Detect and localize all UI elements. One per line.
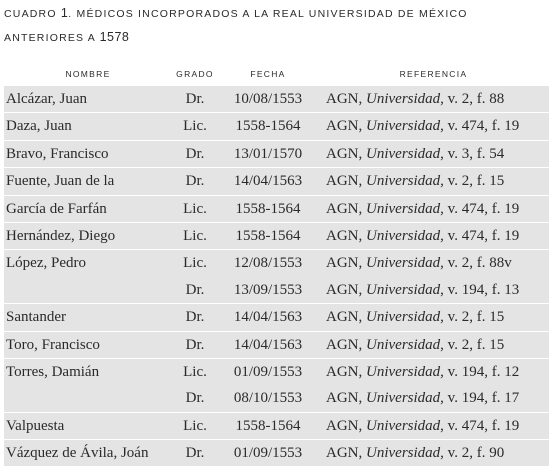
- cell-grado: Dr.: [185, 145, 205, 162]
- ref-location: , v. 474, f. 19: [440, 417, 520, 434]
- table-row: [4, 359, 549, 385]
- ref-collection: Universidad: [366, 417, 441, 434]
- cell-fecha: 01/09/1553: [233, 363, 303, 380]
- cell-fecha: 14/04/1563: [233, 309, 303, 326]
- ref-collection: Universidad: [366, 336, 441, 353]
- ref-location: , v. 3, f. 54: [440, 145, 505, 162]
- cell-fecha: 13/01/1570: [233, 145, 303, 162]
- cell-grado: Lic.: [183, 200, 207, 217]
- cell-nombre: Bravo, Francisco: [6, 145, 109, 162]
- cell-fecha: 01/09/1553: [233, 445, 303, 462]
- table-row: [4, 440, 549, 466]
- ref-collection: Universidad: [366, 445, 441, 462]
- table-row: [4, 223, 549, 249]
- cell-fecha: 1558-1564: [235, 200, 301, 217]
- ref-collection: Universidad: [366, 145, 441, 162]
- cell-nombre: Vázquez de Ávila, Joán: [6, 445, 149, 462]
- ref-source: AGN,: [326, 309, 366, 326]
- cell-fecha: 13/09/1553: [233, 281, 303, 298]
- cell-grado: Dr.: [185, 309, 205, 326]
- cell-fecha: 08/10/1553: [233, 390, 303, 407]
- ref-collection: Universidad: [366, 390, 441, 407]
- cell-grado: Lic.: [183, 118, 207, 135]
- caption-prefix: CUADRO: [4, 8, 57, 20]
- ref-location: , v. 2, f. 15: [440, 309, 505, 326]
- caption-line2-prefix: ANTERIORES A: [4, 32, 96, 44]
- cell-nombre: Valpuesta: [6, 417, 65, 434]
- ref-location: , v. 2, f. 88v: [440, 255, 512, 272]
- table-caption: [4, 2, 549, 50]
- table-row: [4, 277, 549, 303]
- cell-nombre: Alcázar, Juan: [6, 91, 88, 107]
- ref-location: , v. 474, f. 19: [440, 227, 520, 244]
- table-row: [4, 113, 549, 139]
- cell-referencia: [326, 308, 504, 326]
- table-row: [4, 86, 549, 112]
- ref-collection: Universidad: [366, 363, 441, 380]
- cell-grado: Dr.: [185, 281, 205, 298]
- ref-location: , v. 2, f. 88: [440, 91, 505, 107]
- ref-source: AGN,: [326, 145, 366, 162]
- ref-collection: Universidad: [366, 200, 441, 217]
- cell-nombre: Toro, Francisco: [6, 336, 100, 353]
- ref-source: AGN,: [326, 281, 366, 298]
- ref-location: , v. 2, f. 15: [440, 173, 505, 190]
- cell-grado: Dr.: [185, 445, 205, 462]
- header-nombre: NOMBRE: [65, 69, 111, 79]
- ref-source: AGN,: [326, 363, 366, 380]
- cell-referencia: [326, 200, 519, 218]
- ref-source: AGN,: [326, 91, 366, 107]
- ref-source: AGN,: [326, 417, 366, 434]
- ref-location: , v. 194, f. 17: [440, 390, 520, 407]
- cell-referencia: [326, 90, 504, 108]
- ref-collection: Universidad: [366, 91, 441, 107]
- cell-referencia: [326, 227, 519, 245]
- table-body: [4, 86, 549, 466]
- cell-nombre: García de Farfán: [6, 200, 107, 217]
- cell-referencia: [326, 336, 504, 354]
- ref-collection: Universidad: [366, 309, 441, 326]
- cell-referencia: [326, 172, 504, 190]
- cell-fecha: 14/04/1563: [233, 173, 303, 190]
- cell-nombre: Santander: [6, 309, 66, 326]
- ref-source: AGN,: [326, 390, 366, 407]
- cell-fecha: 10/08/1553: [233, 91, 303, 107]
- table-row: [4, 141, 549, 167]
- ref-location: , v. 2, f. 90: [440, 445, 505, 462]
- caption-line-1: CUADRO 1. MÉDICOS INCORPORADOS A LA REAL UNIVERSIDAD DE MÉXICO: [4, 6, 468, 20]
- cell-referencia: [326, 281, 519, 299]
- cell-referencia: [326, 145, 504, 163]
- cell-nombre: Daza, Juan: [6, 118, 72, 135]
- cell-fecha: 1558-1564: [235, 417, 301, 434]
- cell-grado: Dr.: [185, 390, 205, 407]
- ref-source: AGN,: [326, 255, 366, 272]
- cell-grado: Lic.: [183, 227, 207, 244]
- ref-source: AGN,: [326, 445, 366, 462]
- cell-fecha: 1558-1564: [235, 227, 301, 244]
- cell-grado: Dr.: [185, 173, 205, 190]
- cell-nombre: López, Pedro: [6, 255, 86, 272]
- cell-referencia: [326, 117, 519, 135]
- caption-line-2: [4, 26, 549, 50]
- table-row: [4, 196, 549, 222]
- cell-nombre: Fuente, Juan de la: [6, 173, 115, 190]
- caption-number: 1: [60, 6, 69, 20]
- table-row: [4, 413, 549, 439]
- table-row: [4, 168, 549, 194]
- table-row: [4, 385, 549, 411]
- cell-nombre: Torres, Damián: [6, 363, 100, 380]
- header-fecha: FECHA: [250, 69, 286, 79]
- cell-grado: Lic.: [183, 255, 207, 272]
- ref-source: AGN,: [326, 336, 366, 353]
- cell-fecha: 1558-1564: [235, 118, 301, 135]
- ref-source: AGN,: [326, 200, 366, 217]
- header-grado: GRADO: [176, 69, 214, 79]
- cell-grado: Lic.: [183, 363, 207, 380]
- ref-source: AGN,: [326, 118, 366, 135]
- ref-collection: Universidad: [366, 227, 441, 244]
- table-row: [4, 332, 549, 358]
- cell-referencia: [326, 389, 519, 407]
- table-header: [4, 66, 549, 84]
- cell-referencia: [326, 254, 512, 272]
- cell-fecha: 14/04/1563: [233, 336, 303, 353]
- ref-collection: Universidad: [366, 255, 441, 272]
- cell-referencia: [326, 417, 519, 435]
- cell-referencia: [326, 444, 504, 462]
- ref-location: , v. 2, f. 15: [440, 336, 505, 353]
- ref-collection: Universidad: [366, 173, 441, 190]
- cell-grado: Dr.: [185, 91, 205, 107]
- ref-source: AGN,: [326, 173, 366, 190]
- ref-location: , v. 474, f. 19: [440, 118, 520, 135]
- ref-collection: Universidad: [366, 281, 441, 298]
- cell-grado: Lic.: [183, 417, 207, 434]
- cell-nombre: Hernández, Diego: [6, 227, 116, 244]
- caption-title: MÉDICOS INCORPORADOS A LA REAL UNIVERSIDAD DE MÉXICO: [76, 8, 468, 20]
- cell-referencia: [326, 363, 519, 381]
- table-row: [4, 250, 549, 276]
- table-row: [4, 304, 549, 330]
- ref-source: AGN,: [326, 227, 366, 244]
- cell-grado: Dr.: [185, 336, 205, 353]
- caption-year: 1578: [99, 30, 130, 44]
- ref-location: , v. 194, f. 12: [440, 363, 520, 380]
- ref-location: , v. 474, f. 19: [440, 200, 520, 217]
- header-referencia: REFERENCIA: [399, 69, 468, 79]
- ref-collection: Universidad: [366, 118, 441, 135]
- ref-location: , v. 194, f. 13: [440, 281, 520, 298]
- cell-fecha: 12/08/1553: [233, 255, 303, 272]
